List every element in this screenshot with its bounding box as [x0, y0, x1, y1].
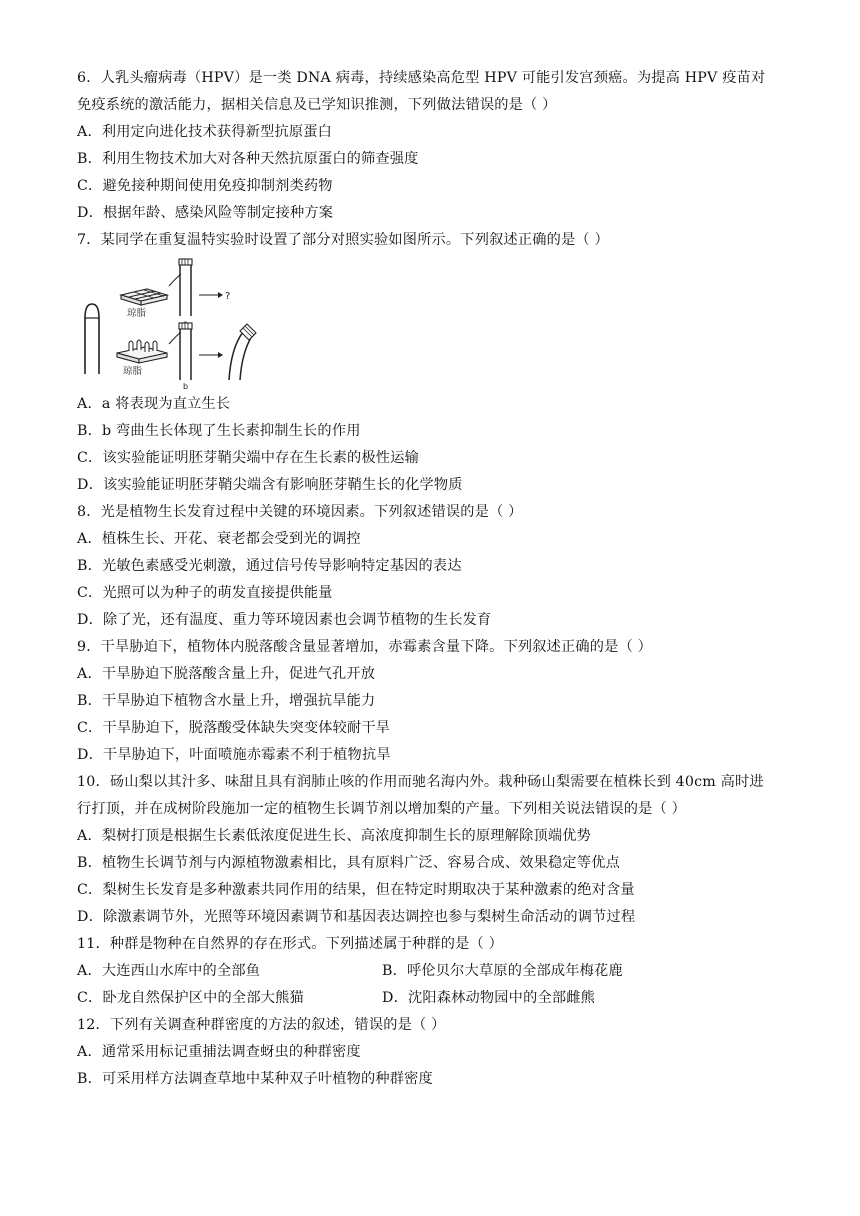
agar-label-top: 琼脂: [127, 308, 147, 319]
agar-blocks-bottom: [117, 340, 167, 363]
q10-stem-line2: 行打顶，并在成树阶段施加一定的植物生长调节剂以增加梨的产量。下列相关说法错误的是（ ）: [77, 801, 686, 817]
q11-option-a: A．大连西山水库中的全部鱼: [77, 963, 261, 979]
q6-option-c: C．避免接种期间使用免疫抑制剂类药物: [77, 178, 333, 194]
q8-stem: 8．光是植物生长发育过程中关键的环境因素。下列叙述错误的是（ ）: [77, 504, 523, 520]
q12-stem: 12．下列有关调查种群密度的方法的叙述，错误的是（ ）: [77, 1017, 446, 1033]
q11-option-c: C．卧龙自然保护区中的全部大熊猫: [77, 990, 304, 1006]
q7-option-c: C．该实验能证明胚芽鞘尖端中存在生长素的极性运输: [77, 450, 419, 466]
q8-option-a: A．植株生长、开花、衰老都会受到光的调控: [77, 531, 361, 547]
question-mark: ?: [225, 291, 231, 302]
intact-coleoptile: [85, 304, 99, 374]
q9-option-b: B．干旱胁迫下植物含水量上升，增强抗旱能力: [77, 693, 376, 709]
label-b: b: [183, 382, 189, 390]
q9-option-c: C．干旱胁迫下，脱落酸受体缺失突变体较耐干旱: [77, 720, 391, 736]
q6-option-a: A．利用定向进化技术获得新型抗原蛋白: [77, 124, 333, 140]
q9-option-a: A．干旱胁迫下脱落酸含量上升，促进气孔开放: [77, 666, 376, 682]
q8-option-d: D．除了光，还有温度、重力等环境因素也会调节植物的生长发育: [77, 612, 492, 628]
q11-option-b: B．呼伦贝尔大草原的全部成年梅花鹿: [382, 963, 623, 979]
q7-option-d: D．该实验能证明胚芽鞘尖端含有影响胚芽鞘生长的化学物质: [77, 477, 463, 493]
q10-option-d: D．除激素调节外，光照等环境因素调节和基因表达调控也参与梨树生命活动的调节过程: [77, 909, 636, 925]
q9-option-d: D．干旱胁迫下，叶面喷施赤霉素不利于植物抗旱: [77, 747, 391, 763]
q6-stem-line2: 免疫系统的激活能力，据相关信息及已学知识推测，下列做法错误的是（ ）: [77, 97, 557, 113]
q8-option-c: C．光照可以为种子的萌发直接提供能量: [77, 585, 333, 601]
q10-option-b: B．植物生长调节剂与内源植物激素相比，具有原料广泛、容易合成、效果稳定等优点: [77, 855, 620, 871]
q6-option-b: B．利用生物技术加大对各种天然抗原蛋白的筛查强度: [77, 151, 419, 167]
curved-coleoptile: [229, 324, 256, 380]
agar-label-bottom: 琼脂: [123, 366, 143, 377]
q8-option-b: B．光敏色素感受光刺激，通过信号传导影响特定基因的表达: [77, 558, 462, 574]
coleoptile-b: [179, 323, 192, 380]
q11-option-d: D．沈阳森林动物园中的全部雌熊: [382, 990, 596, 1006]
q11-stem: 11．种群是物种在自然界的存在形式。下列描述属于种群的是（ ）: [77, 936, 504, 952]
agar-blocks-top: [121, 289, 167, 305]
q12-option-a: A．通常采用标记重捕法调查蚜虫的种群密度: [77, 1044, 361, 1060]
q12-option-b: B．可采用样方法调查草地中某种双子叶植物的种群密度: [77, 1071, 433, 1087]
q10-stem-line1: 10．砀山梨以其汁多、味甜且具有润肺止咳的作用而驰名海内外。栽种砀山梨需要在植株长到 40cm 高时进: [77, 774, 764, 790]
q10-option-c: C．梨树生长发育是多种激素共同作用的结果，但在特定时期取决于某种激素的绝对含量: [77, 882, 635, 898]
went-experiment-figure: [77, 256, 277, 390]
q7-option-b: B．b 弯曲生长体现了生长素抑制生长的作用: [77, 423, 361, 439]
coleoptile-a: [179, 259, 192, 316]
q7-option-a: A．a 将表现为直立生长: [77, 396, 231, 412]
q6-option-d: D．根据年龄、感染风险等制定接种方案: [77, 205, 334, 221]
q6-stem-line1: 6．人乳头瘤病毒（HPV）是一类 DNA 病毒，持续感染高危型 HPV 可能引发宫颈癌。为提高 HPV 疫苗对: [77, 70, 766, 86]
q10-option-a: A．梨树打顶是根据生长素低浓度促进生长、高浓度抑制生长的原理解除顶端优势: [77, 828, 592, 844]
q7-stem: 7．某同学在重复温特实验时设置了部分对照实验如图所示。下列叙述正确的是（ ）: [77, 232, 609, 248]
q9-stem: 9．干旱胁迫下，植物体内脱落酸含量显著增加，赤霉素含量下降。下列叙述正确的是（ ）: [77, 639, 653, 655]
